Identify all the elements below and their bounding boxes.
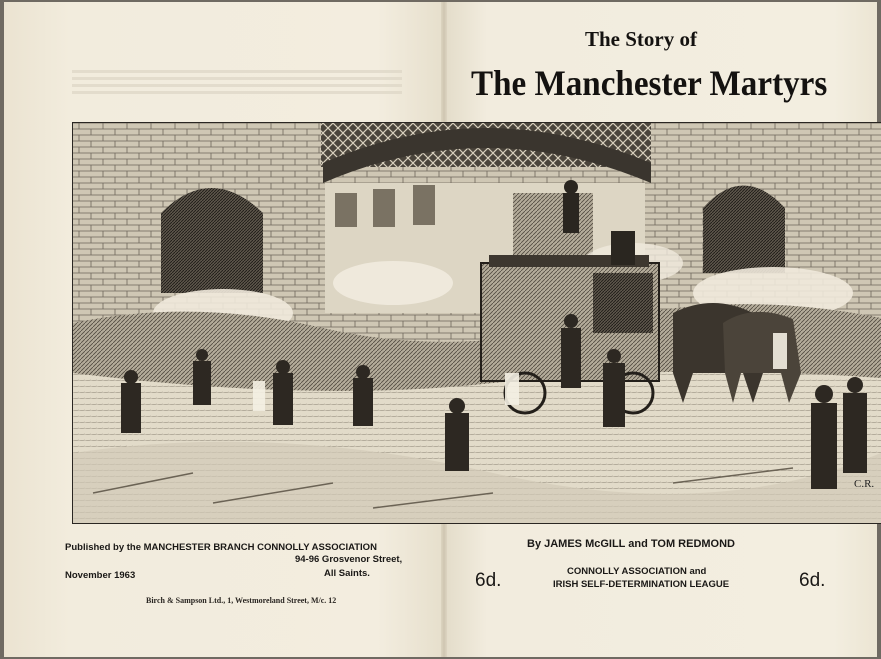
show-through-text bbox=[72, 66, 402, 110]
association-line-2: IRISH SELF-DETERMINATION LEAGUE bbox=[553, 579, 730, 590]
cover-illustration bbox=[72, 122, 881, 524]
authors-line: By JAMES McGILL and TOM REDMOND bbox=[527, 538, 736, 550]
publisher-line: Published by the MANCHESTER BRANCH CONNOLLY ASSOCIATION bbox=[65, 542, 377, 553]
illustration-signature: C.R. bbox=[854, 478, 875, 490]
address-line-2: All Saints. bbox=[324, 568, 370, 579]
association-line-1: CONNOLLY ASSOCIATION and bbox=[567, 566, 707, 577]
title-line-1: The Story of bbox=[585, 27, 697, 51]
title-line-2: The Manchester Martyrs bbox=[471, 63, 828, 103]
price-right: 6d. bbox=[799, 570, 826, 591]
address-line-1: 94-96 Grosvenor Street, bbox=[295, 554, 403, 565]
price-left: 6d. bbox=[475, 570, 502, 591]
printer-credit: Birch & Sampson Ltd., 1, Westmoreland Street, M/c. 12 bbox=[146, 596, 337, 605]
publication-date: November 1963 bbox=[65, 570, 136, 581]
